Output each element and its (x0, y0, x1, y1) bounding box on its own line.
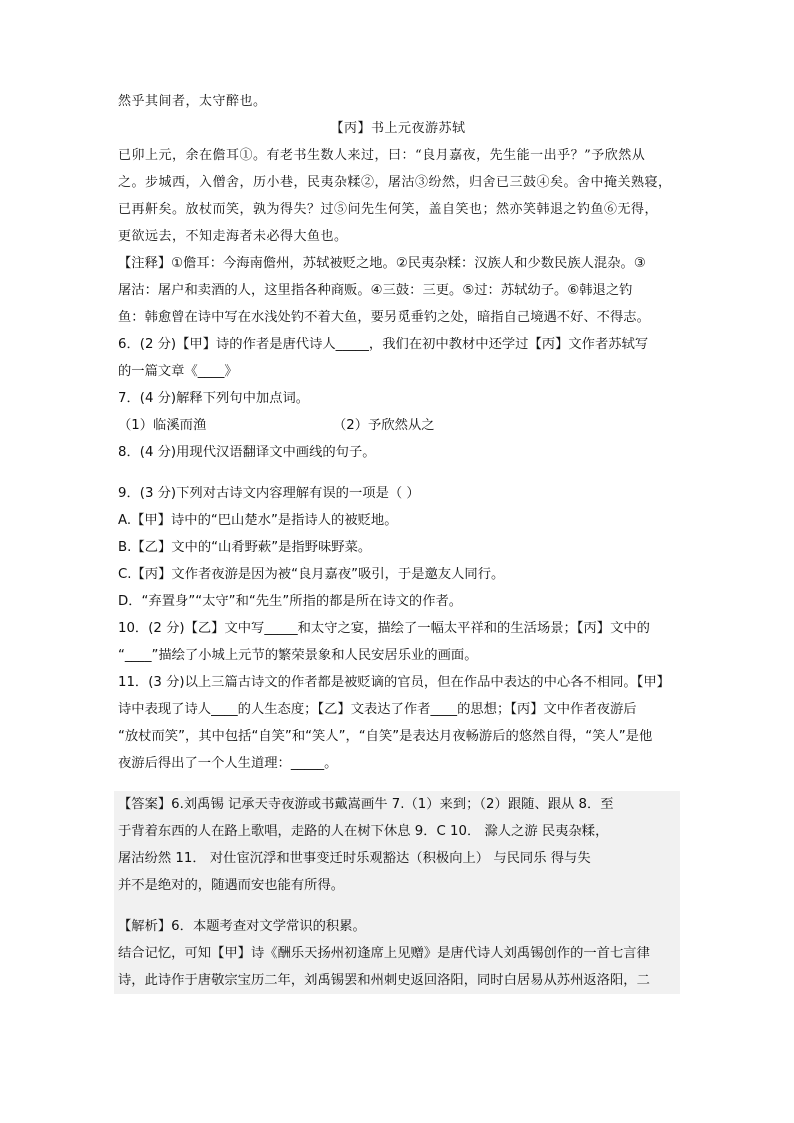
answer-section (114, 791, 680, 994)
answer-line: 【答案】6.刘禹锡 记承天寺夜游或书戴嵩画牛 7.（1）来到；（2）跟随、跟从 8．至 (118, 797, 614, 812)
note-line: 【注释】①儋耳：今海南儋州，苏轼被贬之地。②民夷杂糅：汉族人和少数民族人混杂。③ (118, 256, 646, 271)
spacer (118, 899, 680, 913)
question-10: 10．(2 分)【乙】文中写_____和太守之宴，描绘了一幅太平祥和的生活场景；【丙】文中的 (118, 621, 650, 636)
q9-option-b: B.【乙】文中的“山肴野蔌”是指野味野菜。 (118, 540, 372, 555)
answer-line: 屠沽纷然 11． 对仕宦沉浮和世事变迁时乐观豁达（积极向上） 与民同乐 得与失 (118, 851, 591, 866)
question-8: 8．(4 分)用现代汉语翻译文中画线的句子。 (118, 445, 376, 460)
analysis-line: 诗，此诗作于唐敬宗宝历二年，刘禹锡罢和州刺史返回洛阳，同时白居易从苏州返洛阳，二 (118, 973, 650, 988)
notes-section (118, 250, 678, 331)
note-line: 鱼：韩愈曾在诗中写在水浅处钓不着大鱼，要另觅垂钓之处，暗指自己境遇不好、不得志。 (118, 310, 650, 325)
question-6-cont: 的一篇文章《____》 (118, 364, 238, 379)
analysis-line: 【解析】6．本题考查对文学常识的积累。 (118, 919, 366, 934)
note-line: 屠沽：屠户和卖酒的人，这里指各种商贩。④三鼓：三更。⑤过：苏轼幼子。⑥韩退之钓 (118, 283, 633, 298)
passage-bing (118, 142, 678, 250)
question-10-cont: “____”描绘了小城上元节的繁荣景象和人民安居乐业的画面。 (118, 648, 478, 663)
question-11-cont: “放杖而笑”，其中包括“自笑”和“笑人”，“自笑”是表达月夜畅游后的悠然自得，“笑人”是他 (118, 729, 653, 744)
q7-option-2: （2）予欣然从之 (333, 418, 435, 433)
question-11-cont: 诗中表现了诗人____的人生态度；【乙】文表达了作者____的思想；【丙】文中作者夜游后 (118, 702, 637, 717)
text-line: 之。步城西，入僧舍，历小巷，民夷杂糅②，屠沽③纷然，归舍已三鼓④矣。舍中掩关熟寝， (118, 175, 672, 190)
answer-line: 并不是绝对的，随遇而安也能有所得。 (118, 878, 345, 893)
q9-option-c: C.【丙】文作者夜游是因为被“良月嘉夜”吸引，于是邀友人同行。 (118, 567, 505, 582)
q9-option-a: A.【甲】诗中的“巴山楚水”是指诗人的被贬地。 (118, 513, 398, 528)
question-11-cont: 夜游后得出了一个人生道理：_____。 (118, 756, 338, 771)
spacer (118, 466, 678, 480)
passage-bing-title: 【丙】书上元夜游苏轼 (330, 121, 466, 136)
answer-line: 于背着东西的人在路上歌唱，走路的人在树下休息 9．C 10． 滁人之游 民夷杂糅， (118, 824, 609, 839)
question-11: 11．(3 分)以上三篇古诗文的作者都是被贬谪的官员，但在作品中表达的中心各不相同。【甲】 (118, 675, 670, 690)
question-7-options (118, 412, 678, 439)
text-line: 然乎其间者，太守醉也。 (118, 94, 267, 109)
question-7: 7．(4 分)解释下列句中加点词。 (118, 391, 310, 406)
text-line: 已卯上元，余在儋耳①。有老书生数人来过，曰：“良月嘉夜，先生能一出乎？”予欣然从 (118, 148, 646, 163)
text-line: 更欲远去，不知走海者未必得大鱼也。 (118, 229, 348, 244)
passage-yi-ending (118, 88, 678, 115)
question-9: 9．(3 分)下列对古诗文内容理解有误的一项是（ ） (118, 486, 420, 501)
document-page (118, 88, 678, 994)
q9-option-d: D．“弃置身”“太守”和“先生”所指的都是所在诗文的作者。 (118, 594, 463, 609)
q7-option-1: （1）临溪而渔 (118, 418, 207, 433)
analysis-line: 结合记忆，可知【甲】诗《酬乐天扬州初逢席上见赠》是唐代诗人刘禹锡创作的一首七言律 (118, 946, 650, 961)
spacer (118, 777, 678, 791)
question-6: 6．(2 分)【甲】诗的作者是唐代诗人_____，我们在初中教材中还学过【丙】文作者苏轼写 (118, 337, 649, 352)
text-line: 已再鼾矣。放杖而笑，孰为得失？过⑤问先生何笑，盖自笑也；然亦笑韩退之钓鱼⑥无得， (118, 202, 659, 217)
questions-section (118, 331, 678, 777)
